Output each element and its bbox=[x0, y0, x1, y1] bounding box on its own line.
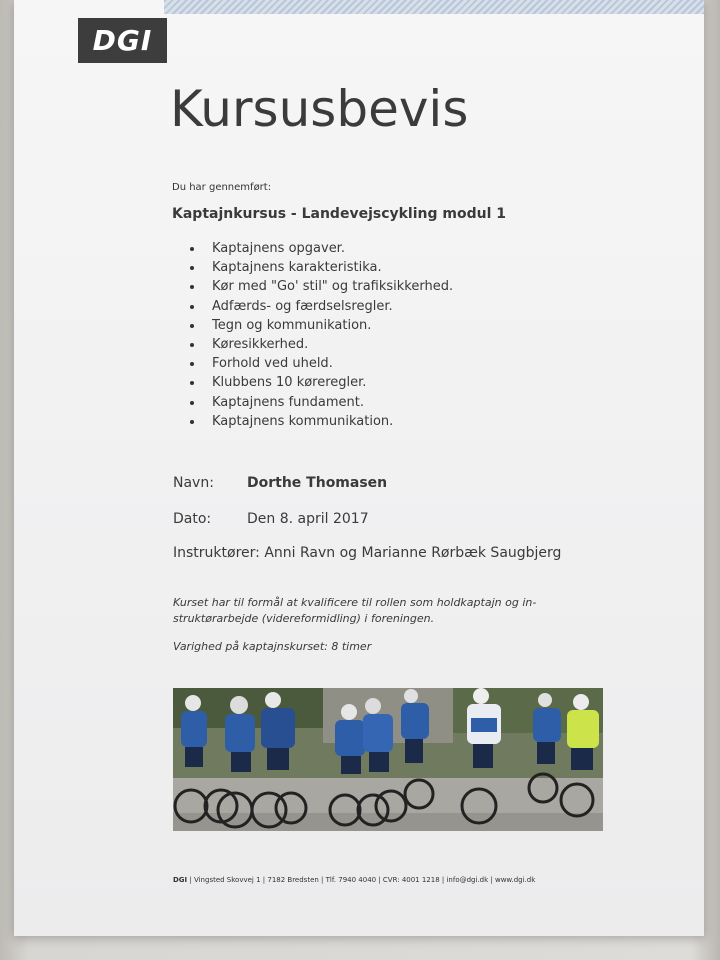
instructors-value: Anni Ravn og Marianne Rørbæk Saugbjerg bbox=[264, 545, 562, 561]
footer-brand: DGI bbox=[173, 876, 188, 884]
course-duration: Varighed på kaptajnskurset: 8 timer bbox=[173, 640, 372, 653]
topic-item: Kaptajnens fundament. bbox=[172, 393, 453, 412]
footer-contact bbox=[173, 876, 535, 884]
date-row bbox=[173, 511, 369, 527]
dgi-logo: DGI bbox=[78, 18, 167, 63]
topic-item: Kaptajnens opgaver. bbox=[172, 239, 453, 258]
page-title: Kursusbevis bbox=[170, 80, 469, 138]
completion-intro: Du har gennemført: bbox=[172, 182, 272, 193]
topic-item: Kaptajnens karakteristika. bbox=[172, 258, 453, 277]
decorative-header-band bbox=[164, 0, 704, 14]
date-value: Den 8. april 2017 bbox=[247, 511, 369, 527]
course-name: Kaptajnkursus - Landevejscykling modul 1 bbox=[172, 206, 507, 222]
instructors-label: Instruktører: bbox=[173, 545, 260, 561]
topic-item: Adfærds- og færdselsregler. bbox=[172, 297, 453, 316]
topic-item: Forhold ved uheld. bbox=[172, 354, 453, 373]
topic-item: Kaptajnens kommunikation. bbox=[172, 412, 453, 431]
footer-details: | Vingsted Skovvej 1 | 7182 Bredsten | Tlf. 7940 4040 | CVR: 4001 1218 | info@dgi.dk | www.dgi.dk bbox=[187, 876, 536, 884]
topic-item: Køresikkerhed. bbox=[172, 335, 453, 354]
name-value: Dorthe Thomasen bbox=[247, 475, 388, 491]
instructors-row bbox=[173, 545, 561, 561]
name-row bbox=[173, 475, 387, 491]
course-purpose: Kurset har til formål at kvalificere til rollen som holdkaptajn og in-struktørarbejde (videreformidling) i foreningen. bbox=[173, 596, 537, 625]
cyclists-photo bbox=[173, 688, 603, 831]
topic-item: Kør med "Go' stil" og trafiksikkerhed. bbox=[172, 277, 453, 296]
topic-item: Klubbens 10 køreregler. bbox=[172, 373, 453, 392]
topic-list bbox=[172, 239, 453, 431]
name-label: Navn: bbox=[173, 475, 214, 491]
certificate-page bbox=[14, 0, 704, 936]
topic-item: Tegn og kommunikation. bbox=[172, 316, 453, 335]
date-label: Dato: bbox=[173, 511, 212, 527]
